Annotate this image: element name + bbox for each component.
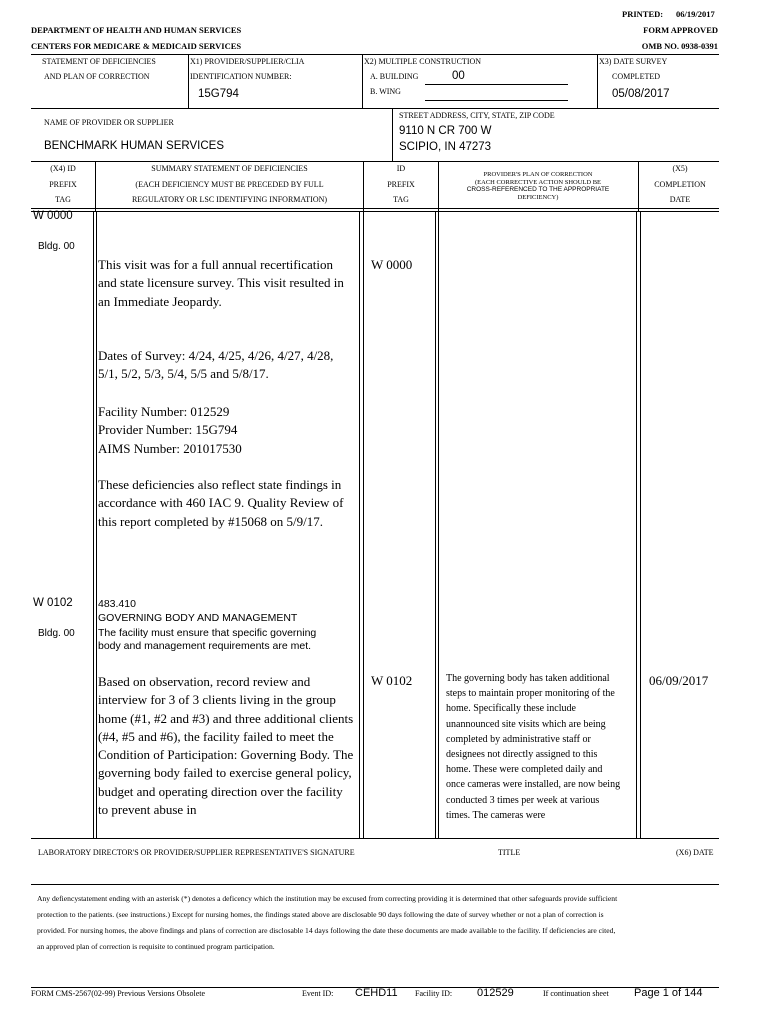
department-name: DEPARTMENT OF HEALTH AND HUMAN SERVICES	[31, 25, 242, 35]
address-line-2: SCIPIO, IN 47273	[399, 141, 492, 153]
x4-id-label: (X4) ID	[50, 164, 76, 173]
completion-date: 06/09/2017	[649, 673, 709, 688]
entry1-bldg: Bldg. 00	[38, 241, 75, 252]
completed-label: COMPLETED	[612, 72, 660, 81]
x4-tag-label: TAG	[55, 195, 71, 204]
building-value: 00	[452, 70, 465, 82]
id-label: ID	[396, 164, 406, 173]
entry2-bldg: Bldg. 00	[38, 628, 75, 639]
wing-label: B. WING	[370, 87, 401, 96]
event-id-label: Event ID:	[302, 989, 334, 998]
entry2-id-tag: W 0102	[371, 673, 413, 688]
plan-header-line-3: CROSS-REFERENCED TO THE APPROPRIATE	[466, 186, 610, 193]
plan-header-line-4: DEFICIENCY)	[517, 193, 559, 201]
provider-name-value: BENCHMARK HUMAN SERVICES	[44, 140, 224, 152]
provider-id-value: 15G794	[198, 88, 239, 100]
id-tag-label: TAG	[393, 195, 409, 204]
form-number: FORM CMS-2567(02-99) Previous Versions Obsolete	[31, 989, 206, 998]
entry1-paragraph-3	[98, 403, 350, 458]
centers-name: CENTERS FOR MEDICARE & MEDICAID SERVICES	[31, 41, 242, 51]
facility-number-line: Facility Number: 012529	[98, 404, 230, 419]
plan-header-line-1: PROVIDER'S PLAN OF CORRECTION	[483, 171, 593, 178]
summary-subheader-2: REGULATORY OR LSC IDENTIFYING INFORMATION)	[131, 195, 328, 204]
form-approved: FORM APPROVED	[643, 25, 718, 35]
date-label: DATE	[669, 195, 691, 204]
address-line-1: 9110 N CR 700 W	[399, 125, 492, 137]
provider-name-label: NAME OF PROVIDER OR SUPPLIER	[44, 118, 174, 127]
entry1-paragraph-1: This visit was for a full annual recertification and state licensure survey. This visit resulted in an Immediate Jeopardy.	[98, 257, 344, 309]
id-prefix-label: PREFIX	[387, 180, 415, 189]
provider-number-line: Provider Number: 15G794	[98, 422, 238, 438]
plan-of-correction-text: The governing body has taken additional steps to maintain proper monitoring of the home. Specifically these include unannounced site visits which are being completed by administrative staff or designees not directly assigned to this home. These were completed daily and once cameras were installed, are now being conducted 3 times per week at various times. The cameras were	[446, 673, 621, 821]
entry1-id-tag: W 0000	[371, 257, 413, 272]
omb-number: OMB NO. 0938-0391	[641, 41, 718, 51]
identification-number-label: IDENTIFICATION NUMBER:	[190, 72, 292, 81]
plan-header-line-2: (EACH CORRECTIVE ACTION SHOULD BE	[474, 178, 602, 186]
printed-date: 06/19/2017	[676, 9, 715, 19]
address-label: STREET ADDRESS, CITY, STATE, ZIP CODE	[399, 111, 555, 120]
entry2-findings: Based on observation, record review and interview for 3 of 3 clients living in the group home (#1, #2 and #3) and three additional clients (#4, #5 and #6), the facility failed to meet the Condition of Participation: Governing Body. The governing body failed to exercise general policy, budget and operating direction over the facility to prevent abuse in	[98, 674, 354, 818]
multiple-construction-label: X2) MULTIPLE CONSTRUCTION	[364, 57, 482, 66]
building-label: A. BUILDING	[370, 72, 419, 81]
regulation-title: GOVERNING BODY AND MANAGEMENT	[98, 612, 298, 624]
completion-label: COMPLETION	[654, 180, 706, 189]
plan-of-correction-label: AND PLAN OF CORRECTION	[44, 72, 150, 81]
page-number: Page 1 of 144	[634, 987, 703, 999]
entry1-paragraph-4: These deficiencies also reflect state findings in accordance with 460 IAC 9. Quality Review of this report completed by #15068 on 5/9/17.	[98, 477, 344, 529]
aims-number-line: AIMS Number: 201017530	[98, 440, 242, 456]
date-survey-label: X3) DATE SURVEY	[599, 57, 668, 66]
regulation-number: 483.410	[98, 598, 136, 610]
statement-label: STATEMENT OF DEFICIENCIES	[42, 57, 156, 66]
wing-underline	[425, 100, 568, 101]
x5-label: (X5)	[672, 164, 688, 173]
facility-id-value: 012529	[477, 987, 514, 999]
continuation-label: If continuation sheet	[543, 989, 609, 998]
entry1-paragraph-2: Dates of Survey: 4/24, 4/25, 4/26, 4/27, 4/28, 5/1, 5/2, 5/3, 5/4, 5/5 and 5/8/17.	[98, 348, 334, 382]
title-label: TITLE	[498, 848, 521, 857]
regulation-text: The facility must ensure that specific governing body and management requirements are met.	[98, 627, 317, 652]
building-underline	[425, 84, 568, 85]
event-id-value: CEHD11	[355, 987, 398, 999]
facility-id-label: Facility ID:	[415, 989, 453, 998]
provider-id-label: X1) PROVIDER/SUPPLIER/CLIA	[190, 57, 305, 66]
summary-subheader-1: (EACH DEFICIENCY MUST BE PRECEDED BY FULL	[135, 180, 324, 189]
signature-date-label: (X6) DATE	[676, 848, 714, 857]
entry2-tag: W 0102	[33, 597, 73, 609]
plan-of-correction-header	[440, 171, 636, 201]
disclaimer-text: Any defiencystatement ending with an asterisk (*) denotes a deficency which the institution may be excused from correcting providing it is determined that other safeguards provide sufficient protection to the patients. (see instructions.) Except for nursing homes, the findings stated above are disclosable 90 days following the date of survey whether or not a plan of correction is provided. For nursing homes, the above findings and plans of correction are disclosable 14 days following the date these documents are made available to the facility. If deficiencies are cited, an approved plan of correction is requisite to continued program participation.	[37, 894, 618, 951]
x4-prefix-label: PREFIX	[49, 180, 77, 189]
summary-header: SUMMARY STATEMENT OF DEFICIENCIES	[151, 164, 308, 173]
signature-label: LABORATORY DIRECTOR'S OR PROVIDER/SUPPLIER REPRESENTATIVE'S SIGNATURE	[38, 848, 355, 857]
printed-label: PRINTED:	[622, 9, 664, 19]
entry1-tag: W 0000	[33, 210, 73, 222]
survey-date-value: 05/08/2017	[612, 88, 670, 100]
